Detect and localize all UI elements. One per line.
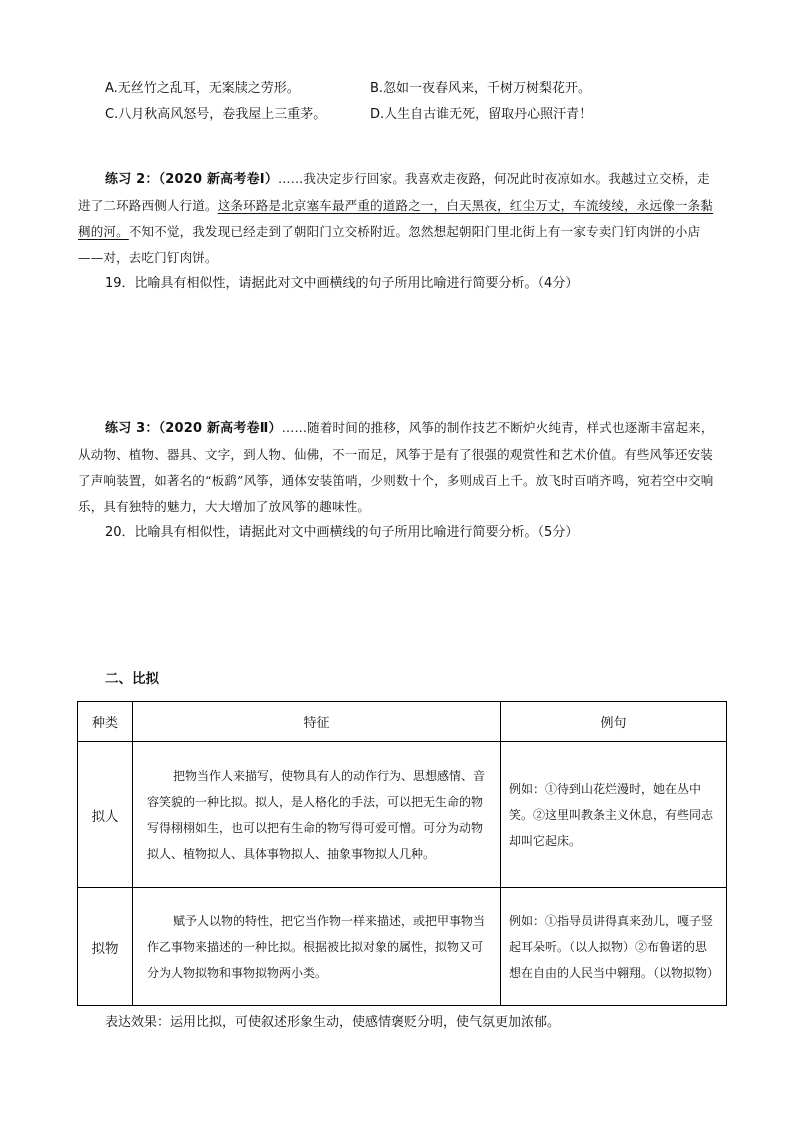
question-20: 20．比喻具有相似性，请据此对文中画横线的句子所用比喻进行简要分析。（5分） bbox=[105, 525, 579, 540]
exercise-2-underlined: 这条环路是北京塞车最严重的道路之一，白天黑夜，红尘万丈，车流绫绫，永远像一条黏稠的河。 bbox=[78, 198, 714, 239]
table-row bbox=[78, 742, 727, 888]
expression-effect: 表达效果：运用比拟，可使叙述形象生动，使感情褒贬分明，使气氛更加浓郁。 bbox=[105, 1015, 561, 1030]
feature-text: 把物当作人来描写，使物具有人的动作行为、思想感情、音容笑貌的一种比拟。拟人，是人格化的手法，可以把无生命的物写得栩栩如生，也可以把有生命的物写得可爱可憎。可分为动物拟人、植物拟人、具体事物拟人、抽象事物拟人几种。 bbox=[147, 768, 486, 861]
analogy-table bbox=[77, 701, 727, 1006]
feature-cell bbox=[133, 888, 501, 1006]
exercise-3-text: ……随着时间的推移，风筝的制作技艺不断炉火纯青，样式也逐渐丰富起来，从动物、植物、器具、文字，到人物、仙佛，不一而足，风筝于是有了很强的观赏性和艺术价值。有些风筝还安装了声响装置，如著名的“板鹞”风筝，通体安装笛哨，少则数十个，多则成百上千。放飞时百哨齐鸣，宛若空中交响乐，具有独特的魅力，大大增加了放风筝的趣味性。 bbox=[78, 420, 714, 514]
header-example: 例句 bbox=[501, 702, 727, 742]
exercise-3-label: 练习 3：（2020 新高考卷Ⅱ） bbox=[105, 421, 282, 436]
kind-cell: 拟人 bbox=[78, 742, 133, 888]
example-text: 例如：①待到山花烂漫时，她在丛中笑。②这里叫教条主义休息，有些同志却叫它起床。 bbox=[509, 781, 714, 848]
header-feature: 特征 bbox=[133, 702, 501, 742]
exercise-2-text-post: 不知不觉，我发现已经走到了朝阳门立交桥附近。忽然想起朝阳门里北街上有一家专卖门钉肉饼的小店——对，去吃门钉肉饼。 bbox=[78, 224, 701, 265]
exercise-2-text-pre: ……我决定步行回家。我喜欢走夜路，何况此时夜凉如水。我越过立交桥，走进了二环路西侧人行道。 bbox=[78, 171, 710, 213]
option-d: D.人生自古谁无死，留取丹心照汗青！ bbox=[370, 107, 593, 122]
table-header-row bbox=[78, 702, 727, 742]
example-cell bbox=[501, 742, 727, 888]
feature-text: 赋予人以物的特性，把它当作物一样来描述，或把甲事物当作乙事物来描述的一种比拟。根据被比拟对象的属性，拟物又可分为人物拟物和事物拟物两小类。 bbox=[147, 913, 486, 980]
option-b: B.忽如一夜春风来，千树万树梨花开。 bbox=[370, 81, 592, 96]
exercise-2-passage bbox=[78, 166, 718, 271]
feature-cell bbox=[133, 742, 501, 888]
kind-cell: 拟物 bbox=[78, 888, 133, 1006]
question-19: 19．比喻具有相似性，请据此对文中画横线的句子所用比喻进行简要分析。（4分） bbox=[105, 276, 579, 291]
option-c: C.八月秋高风怒号，卷我屋上三重茅。 bbox=[105, 107, 327, 122]
header-kind: 种类 bbox=[78, 702, 133, 742]
section-heading: 二、比拟 bbox=[105, 671, 159, 687]
table-row bbox=[78, 888, 727, 1006]
exercise-3-passage bbox=[78, 415, 718, 520]
example-cell bbox=[501, 888, 727, 1006]
option-a: A.无丝竹之乱耳，无案牍之劳形。 bbox=[105, 81, 300, 96]
exercise-2-label: 练习 2：（2020 新高考卷Ⅰ） bbox=[105, 172, 279, 187]
example-text: 例如：①指导员讲得真来劲儿，嘎子竖起耳朵听。（以人拟物）②布鲁诺的思想在自由的人民当中翱翔。（以物拟物） bbox=[509, 913, 720, 980]
